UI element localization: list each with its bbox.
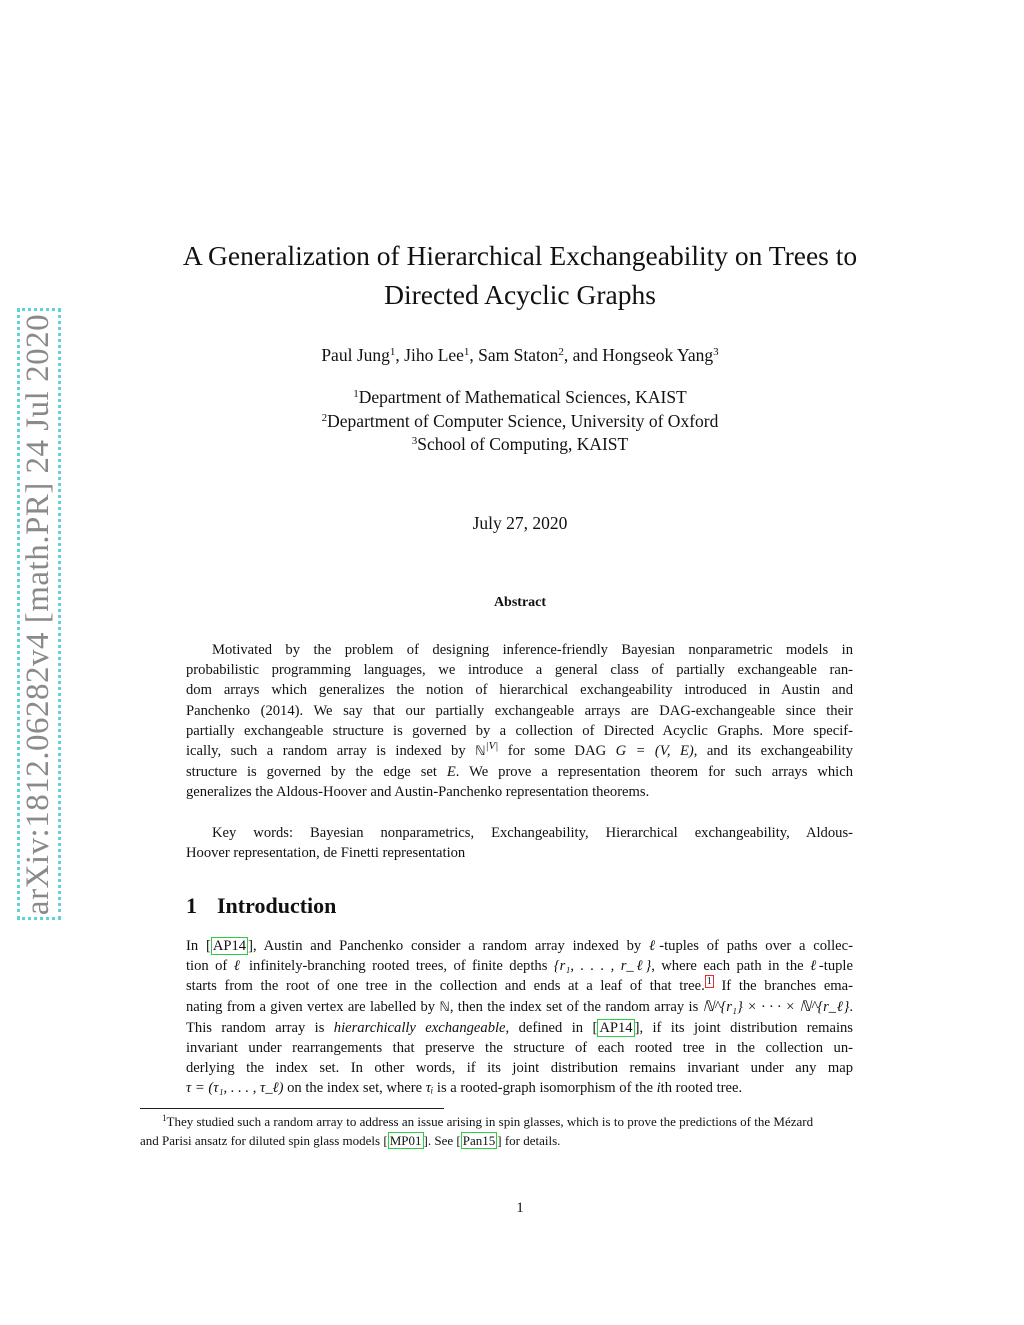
text-run: structure is governed by the edge set	[186, 764, 447, 781]
text-run: tion of	[186, 958, 234, 975]
affiliation-text: Department of Mathematical Sciences, KAIST	[358, 387, 687, 407]
math-superscript: |V|	[485, 740, 499, 753]
intro-line: invariant under rearrangements that preserve the structure of each rooted tree in the collection un-	[186, 1040, 853, 1057]
intro-paragraph	[186, 936, 853, 1099]
intro-line	[186, 976, 853, 996]
text-run: for details.	[501, 1133, 561, 1148]
intro-line	[186, 1078, 853, 1098]
page-number: 1	[516, 1200, 524, 1216]
text-run: , Austin and Panchenko consider a random array indexed by	[252, 938, 649, 954]
text-run: , if its joint distribution remains	[639, 1019, 853, 1036]
text-run: on the index set, where	[283, 1080, 426, 1097]
affiliation-mark: 1	[389, 346, 396, 358]
text-run: They studied such a random array to address an issue arising in spin glasses, which is to prove the predictions of the Mézard	[166, 1114, 814, 1129]
text-run: In	[186, 938, 206, 954]
text-run: ically, such a random array is indexed by	[186, 743, 476, 760]
affiliation-text: School of Computing, KAIST	[417, 434, 629, 454]
text-run: th rooted tree.	[660, 1080, 743, 1097]
keywords-line: Hoover representation, de Finetti representation	[186, 845, 466, 862]
text-run: .	[849, 998, 854, 1015]
affiliation-mark: 2	[558, 346, 564, 358]
abstract-line: Motivated by the problem of designing inference-friendly Bayesian nonparametric models in	[212, 642, 853, 658]
arxiv-id: arXiv:1812.06282v4 [math.PR] 24 Jul 2020	[20, 313, 57, 915]
text-run: and Parisi ansatz for diluted spin glass models	[140, 1133, 384, 1148]
intro-line: In [ AP14 ], Austin and Panchenko consider a random array indexed by ℓ-tuples of paths over a collec-	[186, 938, 853, 954]
intro-line	[186, 997, 853, 1018]
math-expression: G = (V, E)	[615, 743, 694, 760]
affiliation	[140, 386, 900, 410]
abstract-line: generalizes the Aldous-Hoover and Austin-Panchenko representation theorems.	[186, 784, 650, 801]
section-title: Introduction	[217, 893, 337, 918]
math-symbol: ℕ	[475, 744, 486, 760]
math-expression: τᵢ	[425, 1080, 434, 1097]
affiliation-list	[140, 386, 900, 457]
affiliation-mark: 2	[321, 411, 328, 424]
abstract-line: probabilistic programming languages, we introduce a general class of partially exchangeable ran-	[186, 662, 853, 679]
abstract-line: partially exchangeable structure is governed by a collection of Directed Acyclic Graphs. More specif-	[186, 722, 853, 739]
abstract-line: dom arrays which generalizes the notion of hierarchical exchangeability introduced in Austin and	[186, 682, 853, 699]
footnote	[140, 1112, 900, 1150]
author-name: Paul Jung	[321, 345, 390, 365]
footnote-mark: 1	[162, 1113, 167, 1123]
citation-link[interactable]: AP14	[599, 1019, 633, 1036]
affiliation-mark: 1	[353, 388, 359, 400]
footnote-link[interactable]: 1	[706, 976, 712, 988]
text-run: for some DAG	[498, 743, 616, 760]
affiliation-mark: 1	[463, 346, 470, 358]
text-run: -tuples of paths over a collec-	[659, 938, 853, 954]
text-run: , defined in	[505, 1019, 593, 1036]
section-heading	[186, 893, 336, 919]
text-run: If the branches ema-	[713, 978, 853, 995]
text-run: . We prove a representation theorem for such arrays which	[455, 764, 853, 781]
math-symbol: ℓ	[810, 958, 819, 975]
math-symbol: ℕ	[439, 999, 450, 1015]
affiliation	[140, 410, 900, 434]
text-run: . See	[427, 1133, 457, 1148]
affiliation	[140, 433, 900, 457]
affiliation-mark: 3	[713, 346, 719, 358]
author-list: Paul Jung$^1$, Jiho Lee$^1$, Sam Staton$^2$, and Hongseok Yang$^3$	[321, 345, 719, 365]
footnote-line: and Parisi ansatz for diluted spin glass models [ MP01 ]. See [ Pan15 ] for details.	[140, 1133, 561, 1148]
author-name: Hongseok Yang	[602, 345, 714, 365]
affiliation-text: Department of Computer Science, University of Oxford	[327, 410, 719, 431]
footnote-rule	[140, 1108, 444, 1109]
emphasis: hierarchically exchangeable	[333, 1019, 506, 1036]
abstract-heading: Abstract	[493, 595, 547, 610]
affiliation-mark: 3	[411, 435, 418, 447]
intro-line	[186, 956, 853, 976]
citation-link[interactable]: MP01	[389, 1133, 422, 1148]
title-line: A Generalization of Hierarchical Exchangeability on Trees to	[182, 240, 858, 271]
math-symbol: E	[446, 764, 456, 781]
paper-title	[140, 236, 900, 314]
citation-link[interactable]: AP14	[212, 938, 247, 954]
intro-line: This random array is hierarchically exchangeable, defined in [ AP14 ], if its joint distribution remains	[186, 1019, 853, 1036]
abstract-line: Panchenko (2014). We say that our partially exchangeable arrays are DAG-exchangeable since their	[186, 702, 853, 719]
math-symbol: ℓ	[649, 938, 660, 954]
citation-link[interactable]: Pan15	[462, 1133, 496, 1148]
math-expression: ℕ^{r₁} × · · · × ℕ^{r_ℓ}	[702, 998, 850, 1015]
text-run: -tuple	[818, 958, 853, 975]
title-line: Directed Acyclic Graphs	[384, 279, 656, 310]
keywords	[186, 823, 853, 863]
text-run: is a rooted-graph isomorphism of the	[433, 1080, 657, 1097]
text-run: , and its exchangeability	[693, 743, 853, 760]
author-name: Jiho Lee	[404, 345, 464, 365]
math-expression: τ = (τ₁, . . . , τ_ℓ)	[186, 1080, 284, 1097]
abstract-line	[186, 762, 853, 782]
text-run: , where each path in the	[651, 958, 811, 975]
abstract-body	[186, 640, 853, 803]
text-run: , then the index set of the random array is	[449, 998, 703, 1015]
math-expression: {r₁, . . . , r_ℓ}	[553, 958, 652, 975]
text-run: infinitely-branching rooted trees, of finite depths	[242, 958, 554, 975]
footnote-line	[140, 1112, 900, 1131]
author-conjunction: and	[572, 345, 598, 365]
math-symbol: i	[656, 1080, 661, 1097]
intro-line: derlying the index set. In other words, if its joint distribution remains invariant under any map	[186, 1060, 853, 1077]
section-number: 1	[186, 893, 197, 918]
math-symbol: ℓ	[233, 958, 243, 975]
text-run: nating from a given vertex are labelled by	[186, 998, 440, 1015]
author-name: Sam Staton	[478, 345, 559, 365]
text-run: This random array is	[186, 1019, 334, 1036]
arxiv-stamp[interactable]	[17, 308, 61, 920]
abstract-line	[186, 741, 853, 762]
keywords-line: Key words: Bayesian nonparametrics, Exchangeability, Hierarchical exchangeability, Aldous-	[212, 825, 853, 841]
text-run: starts from the root of one tree in the collection and ends at a leaf of that tree.	[186, 978, 705, 995]
paper-date: July 27, 2020	[472, 513, 568, 533]
